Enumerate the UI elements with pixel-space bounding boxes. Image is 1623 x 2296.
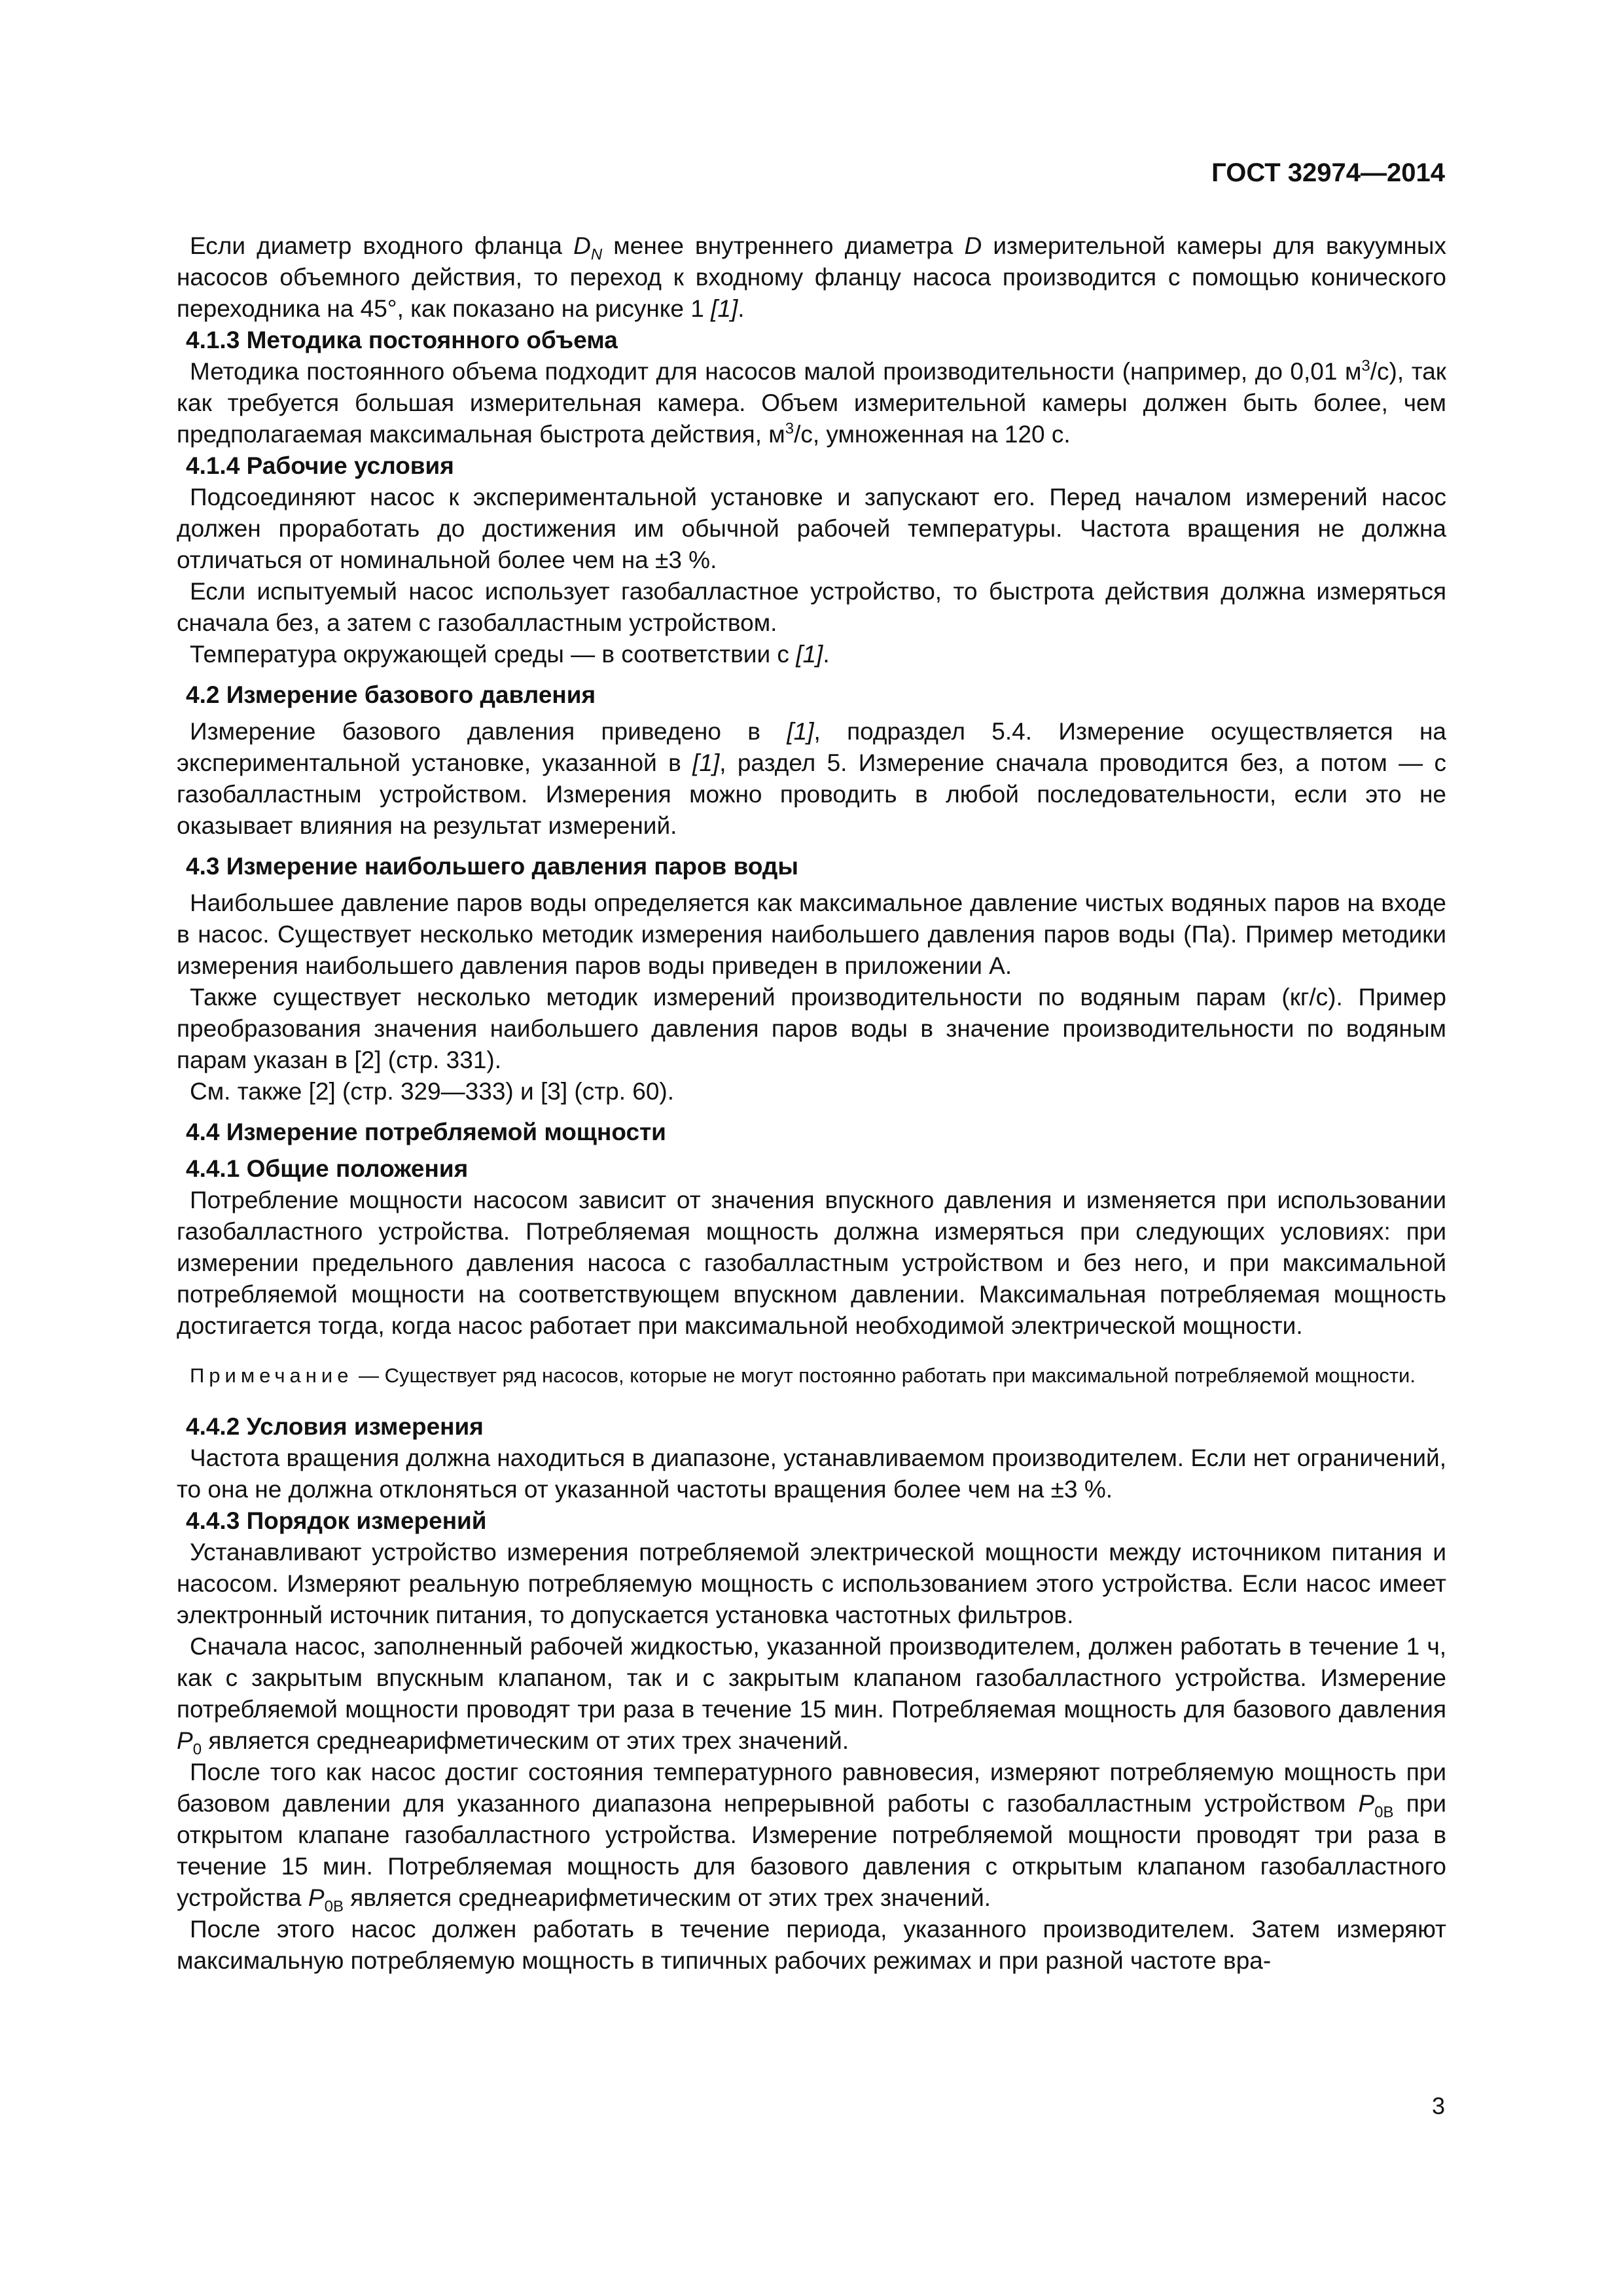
paragraph-flange: [177, 230, 1446, 325]
page-number: 3: [1431, 2092, 1445, 2119]
paragraph-procedure-p0b: [177, 1757, 1446, 1914]
heading-4-4-3: 4.4.3 Порядок измерений: [186, 1507, 487, 1534]
text-run: является среднеарифметическим от этих трех значений.: [343, 1884, 991, 1911]
text-run: Если диаметр входного фланца: [190, 232, 574, 259]
paragraph-water-vapour-capacity: Также существует несколько методик измерений производительности по водяным парам (кг/с). Пример преобразования значения наибольшего давления паров воды в значение производительности по водяным парам указан в [2] (стр. 331).: [177, 984, 1446, 1073]
superscript: 3: [785, 420, 794, 438]
text-run: /с, умноженная на 120 с.: [794, 421, 1071, 448]
text-run: является среднеарифметическим от этих трех значений.: [202, 1727, 849, 1754]
text-run: .: [823, 641, 830, 668]
text-run: .: [738, 295, 745, 322]
paragraph-constant-volume: [177, 356, 1446, 450]
paragraph-procedure-setup: Устанавливают устройство измерения потребляемой электрической мощности между источником питания и насосом. Измеряют реальную потребляемую мощность с использованием этого устройства. Если насос имеет электронный источник питания, то допускается установка частотных фильтров.: [177, 1539, 1446, 1628]
note-label: Примечание: [190, 1364, 353, 1387]
document-body: [177, 230, 1446, 1977]
paragraph-water-vapour: Наибольшее давление паров воды определяется как максимальное давление чистых водяных паров на входе в насос. Существует несколько методик измерения наибольшего давления паров воды (Па). Пример методики измерения наибольшего давления паров воды приведен в приложении А.: [177, 889, 1446, 979]
symbol-subscript: 0: [192, 1740, 202, 1759]
paragraph-ambient-temp: [177, 639, 1446, 670]
text-run: менее внутреннего диаметра: [602, 232, 965, 259]
text-run: После того как насос достиг состояния температурного равновесия, измеряют потребляемую мощность при базовом давлении для указанного диапазона непрерывной работы с газобалластным устройством: [177, 1759, 1446, 1817]
heading-4-4-1: 4.4.1 Общие положения: [186, 1155, 469, 1182]
heading-4-1-4: 4.1.4 Рабочие условия: [186, 452, 454, 479]
document-header: ГОСТ 32974—2014: [1211, 158, 1445, 187]
symbol-subscript: 0В: [324, 1897, 344, 1916]
heading-4-3: 4.3 Измерение наибольшего давления паров воды: [186, 853, 799, 880]
text-run: Методика постоянного объема подходит для насосов малой производительности (например, до 0,01 м: [190, 358, 1362, 385]
heading-4-2: 4.2 Измерение базового давления: [186, 681, 596, 708]
symbol-d: D: [964, 232, 982, 259]
symbol-subscript: 0В: [1374, 1803, 1394, 1821]
note-text: — Существует ряд насосов, которые не могут постоянно работать при максимальной потребляемой мощности.: [353, 1364, 1416, 1387]
symbol-p: P: [1358, 1790, 1375, 1817]
heading-4-4: 4.4 Измерение потребляемой мощности: [186, 1119, 666, 1145]
text-run: Измерение базового давления приведено в: [190, 718, 787, 745]
symbol-p: P: [177, 1727, 193, 1754]
reference: [1]: [711, 295, 738, 322]
reference: [1]: [787, 718, 814, 745]
symbol-p: P: [308, 1884, 325, 1911]
paragraph-power-general: Потребление мощности насосом зависит от значения впускного давления и изменяется при использовании газобалластного устройства. Потребляемая мощность должна измеряться при следующих условиях: при измерении предельного давления насоса с газобалластным устройством и без него, и при максимальной потребляемой мощности на соответствующем впускном давлении. Максимальная потребляемая мощность достигается тогда, когда насос работает при максимальной необходимой электрической мощности.: [177, 1187, 1446, 1339]
paragraph-base-pressure: [177, 716, 1446, 842]
symbol-d: D: [573, 232, 591, 259]
text-run: , раздел 5. Измерение сначала проводится без, а потом — с газобалластным устройством. Измерения можно проводить в любой последовательности, если это не оказывает влияния на результат измерений.: [177, 749, 1447, 839]
paragraph-see-also: См. также [2] (стр. 329—333) и [3] (стр. 60).: [190, 1078, 675, 1105]
text-run: Сначала насос, заполненный рабочей жидкостью, указанной производителем, должен работать в течение 1 ч, как с закрытым впускным клапаном, так и с закрытым клапаном газобалластного устройства. Измерение потребляемой мощности проводят три раза в течение 15 мин. Потребляемая мощность для базового давления: [177, 1633, 1446, 1723]
text-run: /с), так как требуется большая измерительная камера. Объем измерительной камеры должен быть более, чем предполагаемая максимальная быстрота действия, м: [177, 358, 1446, 448]
paragraph-gas-ballast: Если испытуемый насос использует газобалластное устройство, то быстрота действия должна измеряться сначала без, а затем с газобалластным устройством.: [177, 578, 1446, 636]
reference: [1]: [796, 641, 823, 668]
symbol-subscript: N: [590, 245, 603, 264]
paragraph-procedure-max: После этого насос должен работать в течение периода, указанного производителем. Затем измеряют максимальную потребляемую мощность в типичных рабочих режимах и при разной частоте вра-: [177, 1916, 1446, 1974]
text-run: Температура окружающей среды — в соответствии с: [190, 641, 796, 668]
text-run: при открытом клапане газобалластного устройства. Измерение потребляемой мощности проводят три раза в течение 15 мин. Потребляемая мощность для базового давления с открытым клапаном газобалластного устройства: [177, 1790, 1446, 1911]
paragraph-procedure-p0: [177, 1631, 1446, 1757]
heading-4-4-2: 4.4.2 Условия измерения: [186, 1413, 484, 1440]
note: [177, 1360, 1446, 1391]
paragraph-working-conditions: Подсоединяют насос к экспериментальной установке и запускают его. Перед началом измерений насос должен проработать до достижения им обычной рабочей температуры. Частота вращения не должна отличаться от номинальной более чем на ±3 %.: [177, 484, 1446, 573]
heading-4-1-3: 4.1.3 Методика постоянного объема: [186, 327, 618, 353]
paragraph-measurement-conditions: Частота вращения должна находиться в диапазоне, устанавливаемом производителем. Если нет ограничений, то она не должна отклоняться от указанной частоты вращения более чем на ±3 %.: [177, 1444, 1446, 1503]
superscript: 3: [1361, 357, 1370, 375]
text-run: измерительной камеры для вакуумных насосов объемного действия, то переход к входному фланцу насоса производится с помощью конического переходника на 45°, как показано на рисунке 1: [177, 232, 1447, 322]
text-run: , подраздел 5.4. Измерение осуществляется на экспериментальной установке, указанной в: [177, 718, 1446, 776]
reference: [1]: [692, 749, 720, 776]
